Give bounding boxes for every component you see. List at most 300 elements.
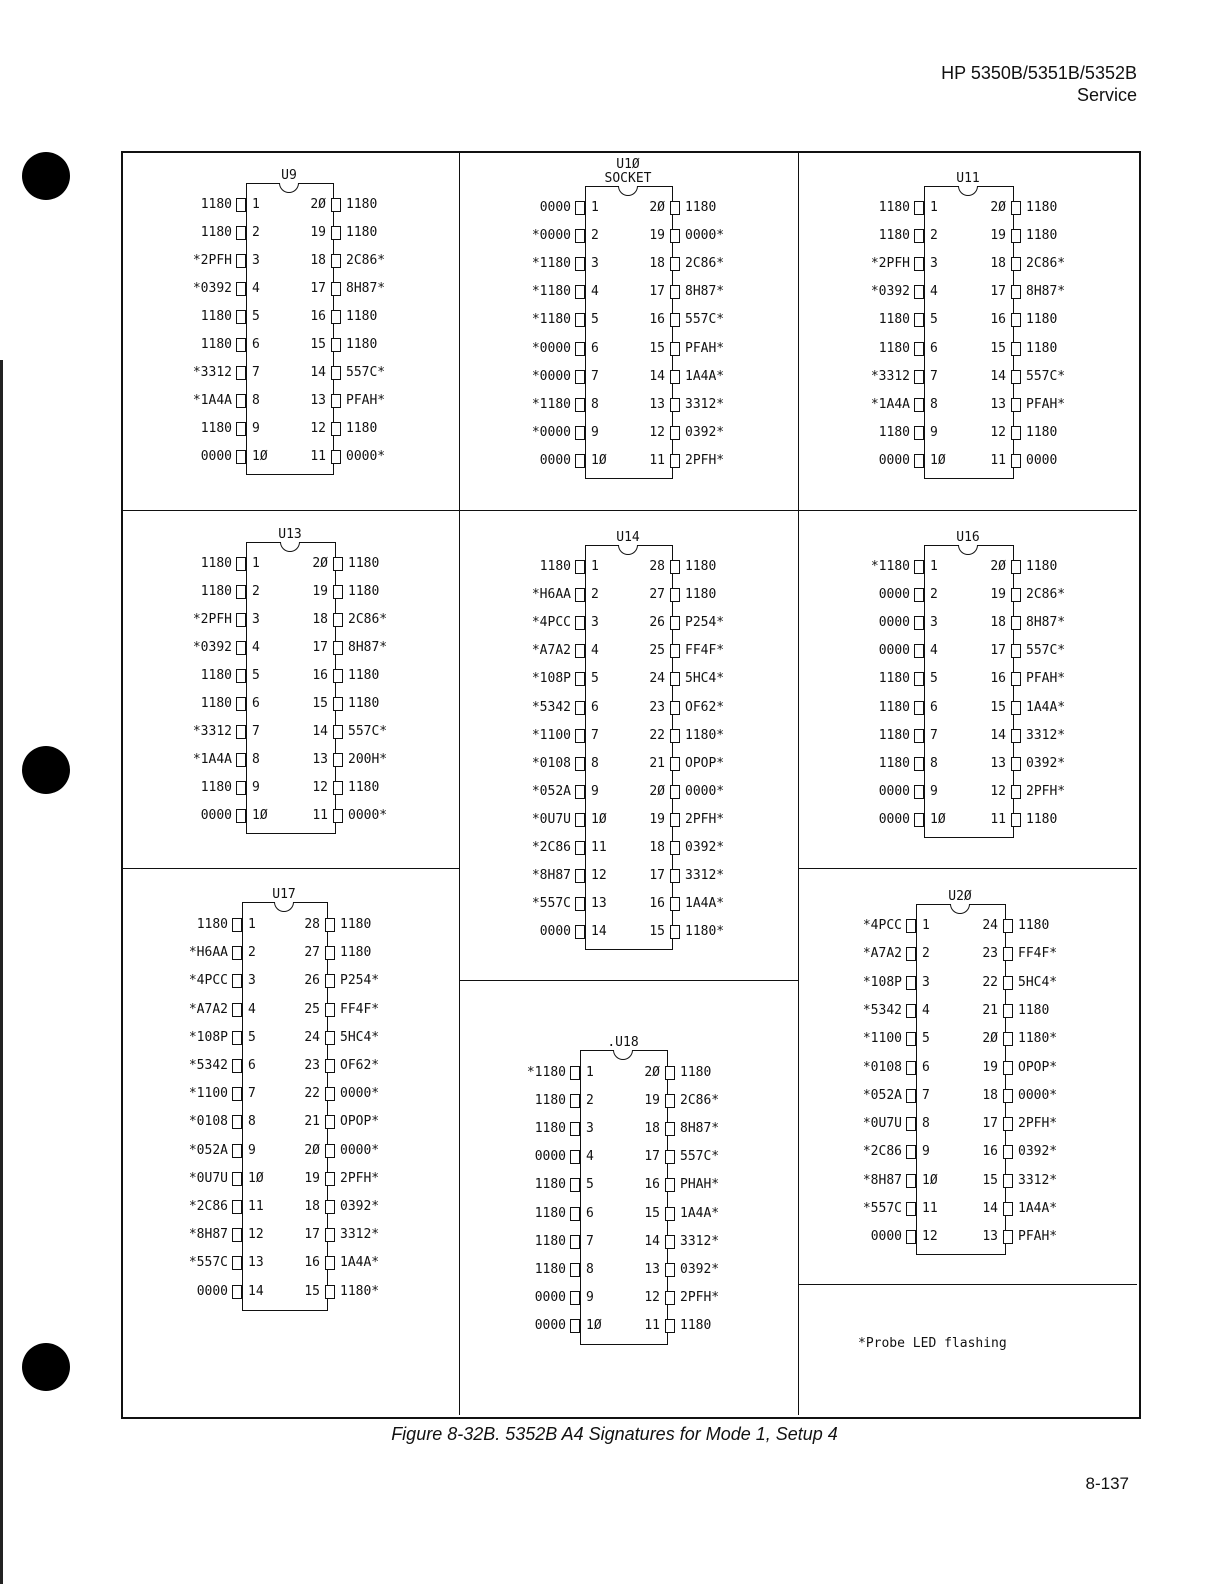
signature-value: *2PFH [870, 256, 910, 272]
pin-number: 3 [930, 615, 938, 631]
chip-label: U13 [278, 527, 302, 542]
signature-value: 0000 [878, 811, 910, 827]
pin-number: 1Ø [252, 808, 268, 823]
signature-value: 2PFH* [1018, 1116, 1058, 1132]
pin-number: 22 [982, 974, 998, 990]
signature-value: 1180 [1026, 340, 1058, 356]
signature-value: 0392* [685, 424, 725, 440]
chip-body [242, 902, 328, 1311]
pin-pad [906, 1230, 916, 1244]
pin-pad [670, 925, 680, 939]
signature-value: 0000 [539, 200, 571, 215]
pin-pad [236, 613, 246, 627]
signature-value: *1A4A [192, 393, 232, 408]
pin-pad [575, 869, 585, 883]
pin-number: 18 [649, 256, 665, 272]
pin-pad [914, 229, 924, 243]
pin-pad [575, 925, 585, 939]
pin-pad [325, 946, 335, 960]
pin-number: 7 [930, 368, 938, 384]
pin-number: 9 [591, 424, 599, 440]
pin-number: 11 [310, 449, 326, 464]
pin-pad [665, 1235, 675, 1249]
binding-edge [0, 360, 3, 1584]
pin-pad [333, 753, 343, 767]
signature-value: 2PFH* [685, 811, 725, 827]
pin-pad [570, 1094, 580, 1108]
pin-number: 2Ø [649, 783, 665, 799]
pin-number: 6 [591, 340, 599, 356]
signature-value: 0392* [340, 1199, 380, 1214]
pin-pad [575, 426, 585, 440]
pin-pad [670, 370, 680, 384]
pin-number: 1 [591, 559, 599, 574]
pin-number: 22 [649, 727, 665, 743]
signature-value: PFAH* [685, 340, 725, 356]
pin-number: 15 [982, 1172, 998, 1188]
signature-value: *0108 [531, 755, 571, 771]
pin-number: 23 [982, 946, 998, 962]
pin-number: 24 [982, 918, 998, 933]
pin-pad [575, 560, 585, 574]
pin-pad [232, 1087, 242, 1101]
signature-value: 557C* [348, 724, 388, 739]
pin-number: 23 [304, 1058, 320, 1073]
pin-number: 6 [252, 696, 260, 711]
pin-pad [1003, 1174, 1013, 1188]
pin-pad [1011, 588, 1021, 602]
signature-value: 1A4A* [1026, 699, 1066, 715]
pin-number: 23 [649, 699, 665, 715]
pin-number: 19 [649, 811, 665, 827]
signature-value: *2PFH [192, 612, 232, 627]
signature-value: 3312* [685, 868, 725, 884]
pin-number: 4 [930, 284, 938, 300]
pin-pad [331, 282, 341, 296]
pin-number: 4 [591, 284, 599, 300]
pin-pad [333, 697, 343, 711]
pin-pad [236, 641, 246, 655]
signature-value: 1180 [346, 225, 378, 240]
pin-number: 17 [312, 640, 328, 655]
pin-number: 4 [930, 643, 938, 659]
signature-value: *108P [862, 974, 902, 990]
signature-value: FF4F* [340, 1001, 380, 1017]
signature-value: 1180* [685, 727, 725, 743]
signature-value: 1180 [348, 668, 380, 683]
pin-pad [575, 342, 585, 356]
pin-pad [236, 669, 246, 683]
signature-value: 2C86* [1026, 256, 1066, 272]
pin-number: 13 [990, 396, 1006, 412]
signature-value: 1180 [200, 668, 232, 683]
pin-pad [236, 366, 246, 380]
signature-value: 1180 [340, 917, 372, 932]
pin-pad [665, 1263, 675, 1277]
pin-pad [670, 426, 680, 440]
signature-value: *3312 [192, 365, 232, 380]
pin-number: 16 [649, 312, 665, 328]
signature-value: *3312 [870, 368, 910, 384]
signature-value: *2C86 [531, 840, 571, 855]
signature-value: 1180 [534, 1261, 566, 1277]
pin-pad [665, 1150, 675, 1164]
pin-number: 16 [310, 309, 326, 324]
pin-number: 8 [591, 396, 599, 412]
signature-value: 5HC4* [685, 671, 725, 687]
pin-pad [670, 616, 680, 630]
pin-pad [575, 644, 585, 658]
signature-value: 1180 [200, 584, 232, 599]
pin-number: 12 [922, 1229, 938, 1245]
signature-value: OPOP* [685, 755, 725, 771]
pin-number: 4 [252, 640, 260, 655]
page-number: 8-137 [1085, 1474, 1129, 1493]
pin-number: 7 [252, 724, 260, 739]
signature-value: 1180 [200, 556, 232, 571]
pin-number: 1 [930, 559, 938, 574]
pin-number: 6 [930, 340, 938, 356]
pin-pad [575, 229, 585, 243]
signature-value: 1180 [534, 1177, 566, 1193]
signature-value: OPOP* [340, 1114, 380, 1130]
signature-value: *0000 [531, 424, 571, 440]
pin-number: 27 [304, 945, 320, 961]
pin-pad [1011, 229, 1021, 243]
pin-number: 8 [248, 1114, 256, 1130]
chip-label: U11 [956, 171, 980, 186]
pin-pad [333, 585, 343, 599]
pin-number: 3 [930, 256, 938, 272]
pin-pad [665, 1207, 675, 1221]
pin-number: 19 [990, 228, 1006, 244]
pin-number: 2Ø [649, 200, 665, 215]
signature-value: 0392* [1026, 755, 1066, 771]
signature-value: *1100 [531, 727, 571, 743]
pin-number: 6 [922, 1059, 930, 1075]
signature-value: 8H87* [1026, 615, 1066, 631]
signature-value: 1180 [346, 309, 378, 324]
pin-pad [575, 257, 585, 271]
signature-value: 1180 [878, 200, 910, 215]
signature-value: 1180 [346, 421, 378, 436]
pin-pad [906, 976, 916, 990]
pin-number: 2 [252, 584, 260, 599]
pin-number: 1Ø [591, 452, 607, 468]
pin-pad [914, 398, 924, 412]
pin-number: 13 [982, 1229, 998, 1245]
pin-number: 21 [982, 1002, 998, 1018]
pin-number: 13 [591, 896, 607, 912]
pin-number: 19 [644, 1093, 660, 1109]
signature-value: *1A4A [192, 752, 232, 767]
pin-number: 1 [248, 917, 256, 932]
pin-number: 11 [990, 811, 1006, 827]
pin-pad [914, 313, 924, 327]
signature-value: 1180 [878, 424, 910, 440]
figure-caption: Figure 8-32B. 5352B A4 Signatures for Mode 1, Setup 4 [391, 1424, 838, 1444]
pin-number: 14 [591, 924, 607, 940]
pin-number: 17 [649, 868, 665, 884]
signature-value: 1180 [534, 1121, 566, 1137]
pin-number: 19 [310, 225, 326, 240]
pin-pad [906, 1032, 916, 1046]
pin-pad [1011, 370, 1021, 384]
signature-value: 1180 [1018, 918, 1050, 933]
pin-pad [914, 342, 924, 356]
pin-number: 3 [591, 256, 599, 272]
signature-value: 1180 [200, 421, 232, 436]
pin-number: 6 [248, 1058, 256, 1073]
pin-pad [236, 338, 246, 352]
pin-number: 9 [930, 783, 938, 799]
pin-number: 2 [922, 946, 930, 962]
signature-value: *0392 [870, 284, 910, 300]
pin-pad [325, 1115, 335, 1129]
signature-value: 1180 [200, 225, 232, 240]
pin-pad [1003, 976, 1013, 990]
pin-pad [325, 1256, 335, 1270]
pin-pad [325, 1285, 335, 1299]
pin-number: 1Ø [930, 452, 946, 468]
pin-number: 28 [304, 917, 320, 932]
pin-pad [914, 285, 924, 299]
punch-hole-middle [22, 746, 70, 794]
pin-pad [325, 974, 335, 988]
pin-number: 7 [591, 727, 599, 743]
signature-value: 1180 [1026, 559, 1058, 574]
pin-number: 18 [982, 1087, 998, 1103]
signature-value: *557C [862, 1201, 902, 1216]
signature-value: 1180 [1026, 312, 1058, 328]
signature-value: 1180 [340, 945, 372, 961]
pin-number: 24 [649, 671, 665, 687]
pin-pad [575, 285, 585, 299]
pin-pad [331, 198, 341, 212]
pin-number: 9 [248, 1142, 256, 1158]
signature-value: 200H* [348, 752, 388, 767]
signature-value: 1A4A* [1018, 1201, 1058, 1216]
signature-value: 0000 [534, 1149, 566, 1165]
pin-number: 19 [649, 228, 665, 244]
signature-value: 8H87* [680, 1121, 720, 1137]
pin-number: 6 [930, 699, 938, 715]
pin-pad [575, 701, 585, 715]
signature-value: 1180 [878, 755, 910, 771]
pin-pad [665, 1094, 675, 1108]
pin-number: 1Ø [586, 1317, 602, 1333]
signature-value: 2C86* [680, 1093, 720, 1109]
signature-value: 2C86* [685, 256, 725, 272]
pin-number: 8 [252, 752, 260, 767]
pin-pad [333, 557, 343, 571]
pin-pad [670, 454, 680, 468]
signature-value: 1180 [200, 197, 232, 212]
pin-number: 17 [990, 643, 1006, 659]
pin-pad [236, 254, 246, 268]
pin-pad [914, 785, 924, 799]
signature-value: 3312* [1026, 727, 1066, 743]
pin-number: 11 [591, 840, 607, 855]
pin-pad [575, 454, 585, 468]
pin-pad [914, 257, 924, 271]
signature-value: *1180 [531, 396, 571, 412]
pin-number: 17 [990, 284, 1006, 300]
pin-number: 2Ø [312, 556, 328, 571]
pin-number: 25 [304, 1001, 320, 1017]
pin-number: 14 [312, 724, 328, 739]
signature-value: *0U7U [188, 1170, 228, 1186]
pin-number: 15 [649, 340, 665, 356]
pin-pad [906, 1061, 916, 1075]
pin-number: 5 [591, 671, 599, 687]
pin-number: 2 [586, 1093, 594, 1109]
signature-value: 8H87* [685, 284, 725, 300]
signature-value: *1100 [188, 1086, 228, 1102]
signature-value: 1180 [1026, 228, 1058, 244]
pin-number: 12 [644, 1289, 660, 1305]
pin-number: 18 [990, 256, 1006, 272]
pin-pad [236, 725, 246, 739]
pin-number: 5 [248, 1029, 256, 1045]
pin-pad [333, 641, 343, 655]
signature-value: 1A4A* [680, 1205, 720, 1221]
pin-number: 2Ø [990, 200, 1006, 215]
pin-number: 16 [304, 1255, 320, 1271]
pin-pad [670, 588, 680, 602]
pin-number: 2 [252, 225, 260, 240]
pin-number: 15 [649, 924, 665, 940]
signature-value: 1180 [348, 780, 380, 795]
pin-number: 17 [644, 1149, 660, 1165]
signature-value: 1180 [539, 559, 571, 574]
pin-pad [1011, 313, 1021, 327]
pin-pad [1003, 919, 1013, 933]
pin-number: 1 [252, 556, 260, 571]
signature-value: *1180 [531, 312, 571, 328]
signature-value: 1180 [200, 696, 232, 711]
pin-pad [1003, 1230, 1013, 1244]
pin-pad [670, 285, 680, 299]
signature-value: *5342 [188, 1058, 228, 1073]
pin-number: 9 [930, 424, 938, 440]
pin-number: 16 [644, 1177, 660, 1193]
chip-label: U17 [272, 887, 296, 902]
pin-pad [331, 310, 341, 324]
pin-number: 15 [310, 337, 326, 352]
signature-value: 1180 [685, 200, 717, 215]
signature-value: 1180 [1018, 1002, 1050, 1018]
pin-number: 19 [982, 1059, 998, 1075]
signature-value: 557C* [346, 365, 386, 380]
pin-number: 12 [310, 421, 326, 436]
pin-number: 13 [312, 752, 328, 767]
signature-value: 1180 [200, 780, 232, 795]
pin-pad [1003, 1089, 1013, 1103]
pin-pad [914, 644, 924, 658]
pin-number: 13 [649, 396, 665, 412]
signature-value: *0000 [531, 368, 571, 384]
pin-number: 21 [304, 1114, 320, 1130]
signature-value: 0000 [534, 1289, 566, 1305]
pin-pad [670, 560, 680, 574]
signature-value: *0392 [192, 640, 232, 655]
signature-value: *H6AA [188, 945, 228, 961]
pin-number: 12 [248, 1227, 264, 1243]
legend-note: *Probe LED flashing [858, 1336, 1007, 1351]
pin-pad [325, 1059, 335, 1073]
pin-number: 8 [930, 755, 938, 771]
signature-value: 1180 [878, 671, 910, 687]
signature-value: 1A4A* [340, 1255, 380, 1271]
pin-number: 19 [304, 1170, 320, 1186]
pin-number: 6 [591, 699, 599, 715]
signature-value: 0392* [685, 840, 725, 855]
signature-value: P254* [340, 973, 380, 989]
signature-value: 1180 [534, 1233, 566, 1249]
pin-pad [670, 841, 680, 855]
pin-pad [575, 785, 585, 799]
pin-number: 16 [649, 896, 665, 912]
row-divider-col3-b [799, 1284, 1137, 1285]
pin-pad [236, 585, 246, 599]
pin-pad [575, 398, 585, 412]
signature-value: PHAH* [680, 1177, 720, 1193]
pin-pad [333, 669, 343, 683]
pin-pad [325, 1003, 335, 1017]
pin-number: 9 [922, 1144, 930, 1160]
signature-value: *H6AA [531, 587, 571, 603]
pin-number: 13 [310, 393, 326, 408]
pin-pad [1011, 644, 1021, 658]
pin-pad [236, 450, 246, 464]
signature-value: *557C [531, 896, 571, 912]
pin-number: 9 [586, 1289, 594, 1305]
chip-body [585, 545, 673, 950]
signature-value: 5HC4* [340, 1029, 380, 1045]
pin-pad [331, 366, 341, 380]
pin-number: 19 [312, 584, 328, 599]
signature-value: PFAH* [1026, 671, 1066, 687]
signature-value: *A7A2 [188, 1001, 228, 1017]
pin-pad [575, 897, 585, 911]
signature-value: *108P [531, 671, 571, 687]
pin-number: 2Ø [982, 1031, 998, 1047]
signature-value: 1180 [346, 337, 378, 352]
pin-pad [665, 1319, 675, 1333]
pin-number: 5 [930, 312, 938, 328]
pin-number: 3 [586, 1121, 594, 1137]
signature-value: *1180 [531, 256, 571, 272]
pin-pad [325, 1228, 335, 1242]
pin-pad [570, 1178, 580, 1192]
pin-number: 2 [591, 587, 599, 603]
pin-pad [906, 1089, 916, 1103]
signature-value: *0U7U [531, 811, 571, 827]
signature-value: *0U7U [862, 1116, 902, 1132]
chip-label: U14 [616, 530, 640, 545]
pin-number: 13 [990, 755, 1006, 771]
pin-pad [575, 841, 585, 855]
pin-pad [236, 753, 246, 767]
signature-value: 2C86* [346, 253, 386, 268]
signature-value: *A7A2 [531, 643, 571, 659]
signature-value: 0000 [878, 643, 910, 659]
signature-value: *0108 [862, 1059, 902, 1075]
signature-value: 1180 [685, 559, 717, 574]
signature-value: 1180 [685, 587, 717, 603]
pin-pad [914, 616, 924, 630]
